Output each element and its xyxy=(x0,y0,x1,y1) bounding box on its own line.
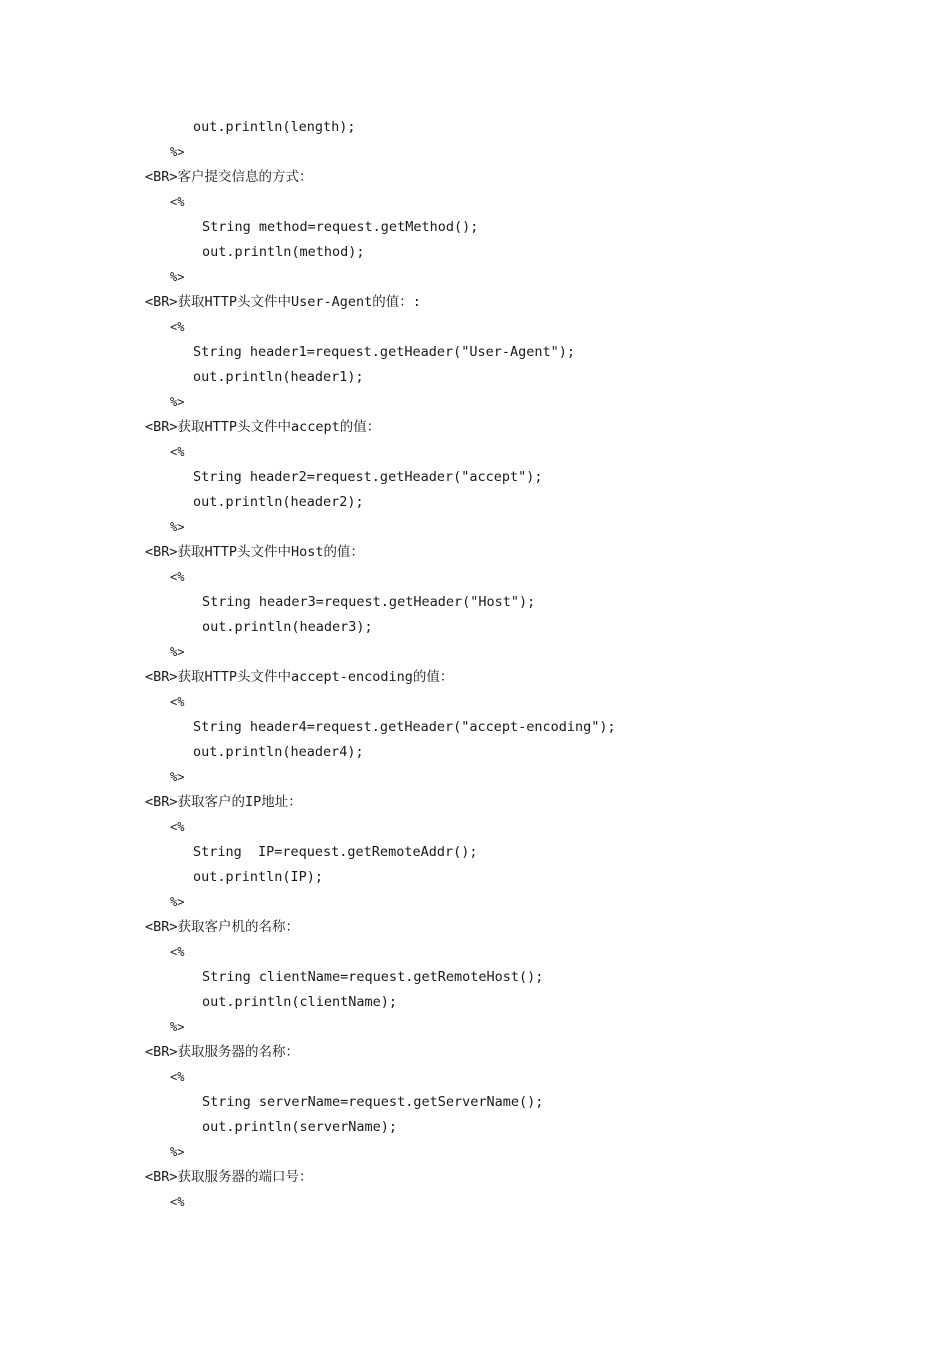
html-label-line: <BR>获取服务器的端口号： xyxy=(145,1169,313,1185)
scriptlet-open: <% xyxy=(170,1070,185,1084)
code-line: out.println(header4); xyxy=(193,744,364,760)
scriptlet-open: <% xyxy=(170,1195,185,1209)
scriptlet-open: <% xyxy=(170,570,185,584)
scriptlet-close: %> xyxy=(170,645,185,659)
scriptlet-close: %> xyxy=(170,395,185,409)
scriptlet-open: <% xyxy=(170,445,185,459)
scriptlet-close: %> xyxy=(170,270,185,284)
html-label-line: <BR>获取HTTP头文件中User-Agent的值：: xyxy=(145,294,421,310)
code-line: String header4=request.getHeader("accept-encoding"); xyxy=(193,719,616,735)
html-label-line: <BR>获取客户的IP地址： xyxy=(145,794,302,810)
scriptlet-open: <% xyxy=(170,195,185,209)
scriptlet-open: <% xyxy=(170,695,185,709)
code-line: out.println(header2); xyxy=(193,494,364,510)
scriptlet-close: %> xyxy=(170,145,185,159)
scriptlet-close: %> xyxy=(170,1145,185,1159)
code-line: String IP=request.getRemoteAddr(); xyxy=(193,844,478,860)
code-line: out.println(clientName); xyxy=(202,994,398,1010)
code-line: String header1=request.getHeader("User-Agent"); xyxy=(193,344,576,360)
scriptlet-open: <% xyxy=(170,945,185,959)
code-line: String serverName=request.getServerName(); xyxy=(202,1094,544,1110)
scriptlet-close: %> xyxy=(170,1020,185,1034)
html-label-line: <BR>获取服务器的名称： xyxy=(145,1044,300,1060)
code-line: String header2=request.getHeader("accept"); xyxy=(193,469,543,485)
scriptlet-open: <% xyxy=(170,320,185,334)
code-listing xyxy=(0,115,952,1215)
scriptlet-open: <% xyxy=(170,820,185,834)
code-line: String header3=request.getHeader("Host"); xyxy=(202,594,536,610)
code-line: out.println(length); xyxy=(193,119,356,135)
code-line: out.println(header3); xyxy=(202,619,373,635)
html-label-line: <BR>获取HTTP头文件中accept-encoding的值： xyxy=(145,669,454,685)
html-label-line: <BR>获取HTTP头文件中Host的值： xyxy=(145,544,365,560)
code-line: out.println(IP); xyxy=(193,869,324,885)
code-line: String method=request.getMethod(); xyxy=(202,219,479,235)
code-line: String clientName=request.getRemoteHost(); xyxy=(202,969,544,985)
code-line: out.println(serverName); xyxy=(202,1119,398,1135)
scriptlet-close: %> xyxy=(170,770,185,784)
html-label-line: <BR>获取客户机的名称： xyxy=(145,919,300,935)
html-label-line: <BR>获取HTTP头文件中accept的值： xyxy=(145,419,381,435)
html-label-line: <BR>客户提交信息的方式： xyxy=(145,169,313,185)
code-line: out.println(method); xyxy=(202,244,365,260)
scriptlet-close: %> xyxy=(170,895,185,909)
code-line: out.println(header1); xyxy=(193,369,364,385)
scriptlet-close: %> xyxy=(170,520,185,534)
